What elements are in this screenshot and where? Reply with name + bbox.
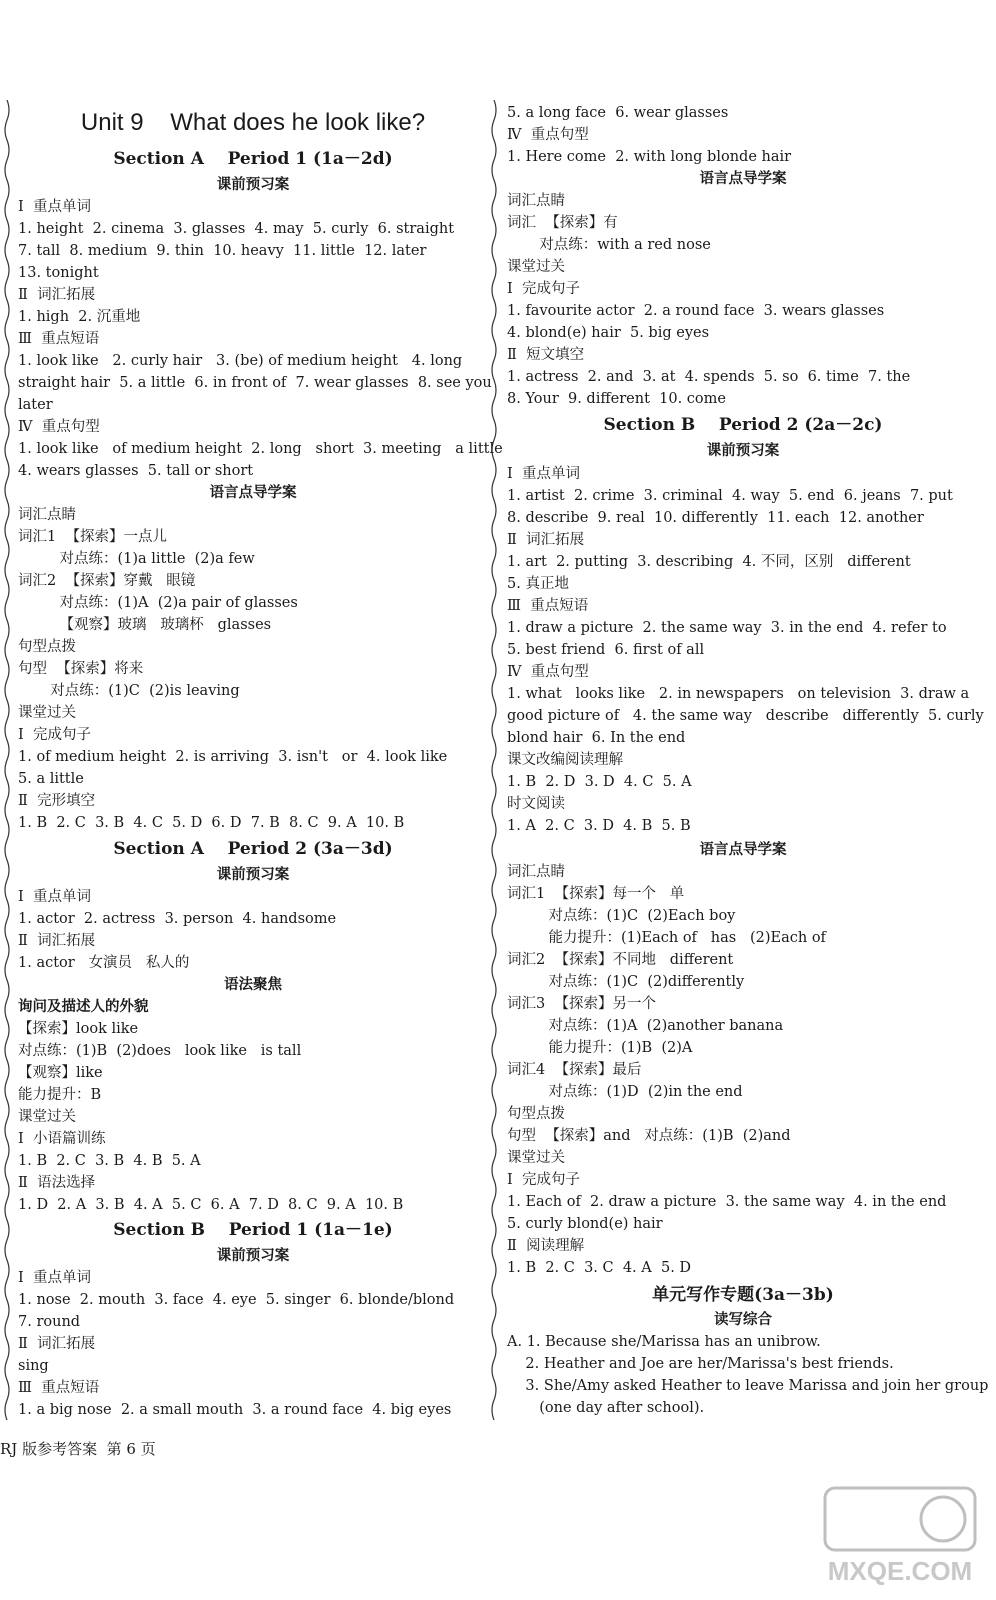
- right-line: 1. A 2. C 3. D 4. B 5. B: [507, 818, 691, 834]
- right-line: (one day after school).: [507, 1400, 705, 1416]
- left-line: 7. tall 8. medium 9. thin 10. heavy 11. little 12. later: [18, 243, 427, 259]
- left-line: 课堂过关: [18, 705, 76, 721]
- right-line: 能力提升：(1)Each of has (2)Each of: [507, 930, 826, 946]
- left-line: Ⅰ 小语篇训练: [18, 1131, 106, 1147]
- right-line: 1. Here come 2. with long blonde hair: [507, 149, 792, 165]
- left-line: 对点练：(1)C (2)is leaving: [18, 683, 240, 699]
- right-line: 语言点导学案: [699, 170, 787, 187]
- right-line: 5. curly blond(e) hair: [507, 1216, 663, 1232]
- left-line: Ⅱ 词汇拓展: [18, 287, 96, 303]
- left-line: Ⅱ 词汇拓展: [18, 933, 96, 949]
- center-wavy-divider: [489, 100, 499, 1420]
- right-line: 词汇 【探索】有: [507, 215, 618, 231]
- right-line: 语言点导学案: [699, 841, 787, 858]
- left-line: sing: [18, 1358, 49, 1374]
- left-line: 词汇点睛: [18, 507, 76, 523]
- right-line: 1. art 2. putting 3. describing 4. 不同，区别 different: [507, 554, 911, 570]
- right-line: Ⅰ 完成句子: [507, 1172, 580, 1188]
- left-line: Section A Period 2 (3a－3d): [113, 839, 393, 859]
- left-line: 课前预习案: [216, 176, 290, 193]
- left-line: 对点练：(1)A (2)a pair of glasses: [18, 595, 298, 611]
- right-line: 3. She/Amy asked Heather to leave Marissa and join her group: [507, 1378, 989, 1394]
- left-line: 1. high 2. 沉重地: [18, 309, 141, 325]
- right-line: 词汇点睛: [507, 864, 565, 880]
- left-line: 课堂过关: [18, 1109, 76, 1125]
- right-line: Section B Period 2 (2a－2c): [603, 415, 883, 435]
- right-line: 1. B 2. C 3. C 4. A 5. D: [507, 1260, 692, 1276]
- left-line: 能力提升：B: [18, 1087, 102, 1103]
- right-line: 单元写作专题(3a－3b): [652, 1285, 834, 1305]
- left-line: straight hair 5. a little 6. in front of 7. wear glasses 8. see you: [18, 375, 492, 391]
- left-line: 1. actor 2. actress 3. person 4. handsome: [18, 911, 337, 927]
- left-line: 语言点导学案: [209, 484, 297, 501]
- left-line: 课前预习案: [216, 1247, 290, 1264]
- right-line: 5. best friend 6. first of all: [507, 642, 705, 658]
- left-line: Ⅱ 词汇拓展: [18, 1336, 96, 1352]
- right-line: 4. blond(e) hair 5. big eyes: [507, 325, 710, 341]
- right-line: 2. Heather and Joe are her/Marissa's best friends.: [507, 1356, 894, 1372]
- right-line: 词汇1 【探索】每一个 单: [507, 886, 685, 902]
- right-line: 1. draw a picture 2. the same way 3. in the end 4. refer to: [507, 620, 947, 636]
- left-line: Unit 9 What does he look like?: [80, 109, 426, 136]
- right-line: Ⅱ 阅读理解: [507, 1238, 585, 1254]
- right-line: 5. a long face 6. wear glasses: [507, 105, 729, 121]
- right-line: 1. Each of 2. draw a picture 3. the same way 4. in the end: [507, 1194, 947, 1210]
- right-line: Ⅲ 重点短语: [507, 598, 589, 614]
- left-line: Ⅰ 重点单词: [18, 889, 91, 905]
- page-footer: RJ 版参考答案 第 6 页: [0, 1440, 156, 1458]
- right-line: 对点练：(1)D (2)in the end: [507, 1084, 743, 1100]
- left-line: 1. look like 2. curly hair 3. (be) of medium height 4. long: [18, 353, 463, 369]
- right-line: 对点练：with a red nose: [507, 237, 711, 253]
- left-line: Section A Period 1 (1a－2d): [113, 149, 393, 169]
- left-line: later: [18, 397, 53, 413]
- left-line: Ⅲ 重点短语: [18, 1380, 100, 1396]
- right-line: 1. favourite actor 2. a round face 3. wears glasses: [507, 303, 885, 319]
- left-line: 【观察】玻璃 玻璃杯 glasses: [18, 617, 272, 633]
- right-line: 对点练：(1)A (2)another banana: [507, 1018, 784, 1034]
- left-line: 7. round: [18, 1314, 81, 1330]
- right-line: 1. artist 2. crime 3. criminal 4. way 5. end 6. jeans 7. put: [507, 488, 953, 504]
- left-line: Section B Period 1 (1a－1e): [113, 1220, 393, 1240]
- left-line: 13. tonight: [18, 265, 99, 281]
- left-line: Ⅳ 重点句型: [18, 419, 100, 435]
- right-line: Ⅰ 重点单词: [507, 466, 580, 482]
- left-line: 4. wears glasses 5. tall or short: [18, 463, 254, 479]
- left-line: 1. B 2. C 3. B 4. B 5. A: [18, 1153, 201, 1169]
- left-line: 对点练：(1)B (2)does look like is tall: [18, 1043, 302, 1059]
- right-line: blond hair 6. In the end: [507, 730, 686, 746]
- left-line: Ⅰ 完成句子: [18, 727, 91, 743]
- left-line: 1. D 2. A 3. B 4. A 5. C 6. A 7. D 8. C 9. A 10. B: [18, 1197, 404, 1213]
- left-line: Ⅱ 语法选择: [18, 1175, 96, 1191]
- left-line: 【观察】like: [18, 1065, 103, 1081]
- left-line: 1. a big nose 2. a small mouth 3. a round face 4. big eyes: [18, 1402, 452, 1418]
- left-line: 1. height 2. cinema 3. glasses 4. may 5. curly 6. straight: [18, 221, 455, 237]
- right-line: 对点练：(1)C (2)differently: [507, 974, 745, 990]
- left-line: 1. nose 2. mouth 3. face 4. eye 5. singer 6. blonde/blond: [18, 1292, 455, 1308]
- right-line: 课堂过关: [507, 1150, 565, 1166]
- watermark-text: MXQE.COM: [827, 1556, 973, 1586]
- left-wavy-border: [2, 100, 12, 1420]
- right-line: Ⅱ 词汇拓展: [507, 532, 585, 548]
- left-line: 【探索】look like: [18, 1021, 139, 1037]
- left-line: Ⅰ 重点单词: [18, 199, 91, 215]
- right-line: 句型点拨: [507, 1106, 565, 1122]
- right-line: A. 1. Because she/Marissa has an unibrow.: [507, 1334, 821, 1350]
- right-line: 时文阅读: [507, 796, 565, 812]
- right-line: 词汇2 【探索】不同地 different: [507, 952, 734, 968]
- left-line: 1. actor 女演员 私人的: [18, 955, 190, 971]
- right-line: 能力提升：(1)B (2)A: [507, 1040, 693, 1056]
- right-line: Ⅳ 重点句型: [507, 127, 589, 143]
- right-line: 读写综合: [714, 1311, 772, 1328]
- left-line: Ⅱ 完形填空: [18, 793, 96, 809]
- right-line: 词汇点睛: [507, 193, 565, 209]
- right-line: good picture of 4. the same way describe differently 5. curly: [507, 708, 984, 724]
- right-line: Ⅱ 短文填空: [507, 347, 585, 363]
- left-line: 1. of medium height 2. is arriving 3. isn't or 4. look like: [18, 749, 448, 765]
- right-line: 课堂过关: [507, 259, 565, 275]
- watermark-logo: [815, 1480, 985, 1590]
- left-line: 询问及描述人的外貌: [18, 998, 149, 1015]
- right-line: 词汇3 【探索】另一个: [507, 996, 656, 1012]
- right-line: 1. what looks like 2. in newspapers on television 3. draw a: [507, 686, 970, 702]
- right-line: 课文改编阅读理解: [507, 752, 623, 768]
- right-line: Ⅳ 重点句型: [507, 664, 589, 680]
- left-line: 1. B 2. C 3. B 4. C 5. D 6. D 7. B 8. C 9. A 10. B: [18, 815, 405, 831]
- left-line: Ⅲ 重点短语: [18, 331, 100, 347]
- right-line: 句型 【探索】and 对点练：(1)B (2)and: [507, 1128, 791, 1144]
- left-line: 句型 【探索】将来: [18, 661, 144, 677]
- right-line: 8. describe 9. real 10. differently 11. each 12. another: [507, 510, 924, 526]
- left-line: 1. look like of medium height 2. long short 3. meeting a little: [18, 441, 503, 457]
- right-line: 词汇4 【探索】最后: [507, 1062, 642, 1078]
- left-line: 课前预习案: [216, 866, 290, 883]
- left-line: 5. a little: [18, 771, 84, 787]
- right-line: Ⅰ 完成句子: [507, 281, 580, 297]
- left-line: 对点练：(1)a little (2)a few: [18, 551, 255, 567]
- left-line: 句型点拨: [18, 639, 76, 655]
- right-line: 1. B 2. D 3. D 4. C 5. A: [507, 774, 692, 790]
- left-line: 词汇2 【探索】穿戴 眼镜: [18, 573, 196, 589]
- right-line: 课前预习案: [706, 442, 780, 459]
- left-line: 词汇1 【探索】一点儿: [18, 529, 167, 545]
- right-line: 8. Your 9. different 10. come: [507, 391, 726, 407]
- left-line: Ⅰ 重点单词: [18, 1270, 91, 1286]
- left-line: 语法聚焦: [224, 976, 282, 993]
- right-line: 5. 真正地: [507, 576, 569, 592]
- right-line: 对点练：(1)C (2)Each boy: [507, 908, 736, 924]
- right-line: 1. actress 2. and 3. at 4. spends 5. so 6. time 7. the: [507, 369, 911, 385]
